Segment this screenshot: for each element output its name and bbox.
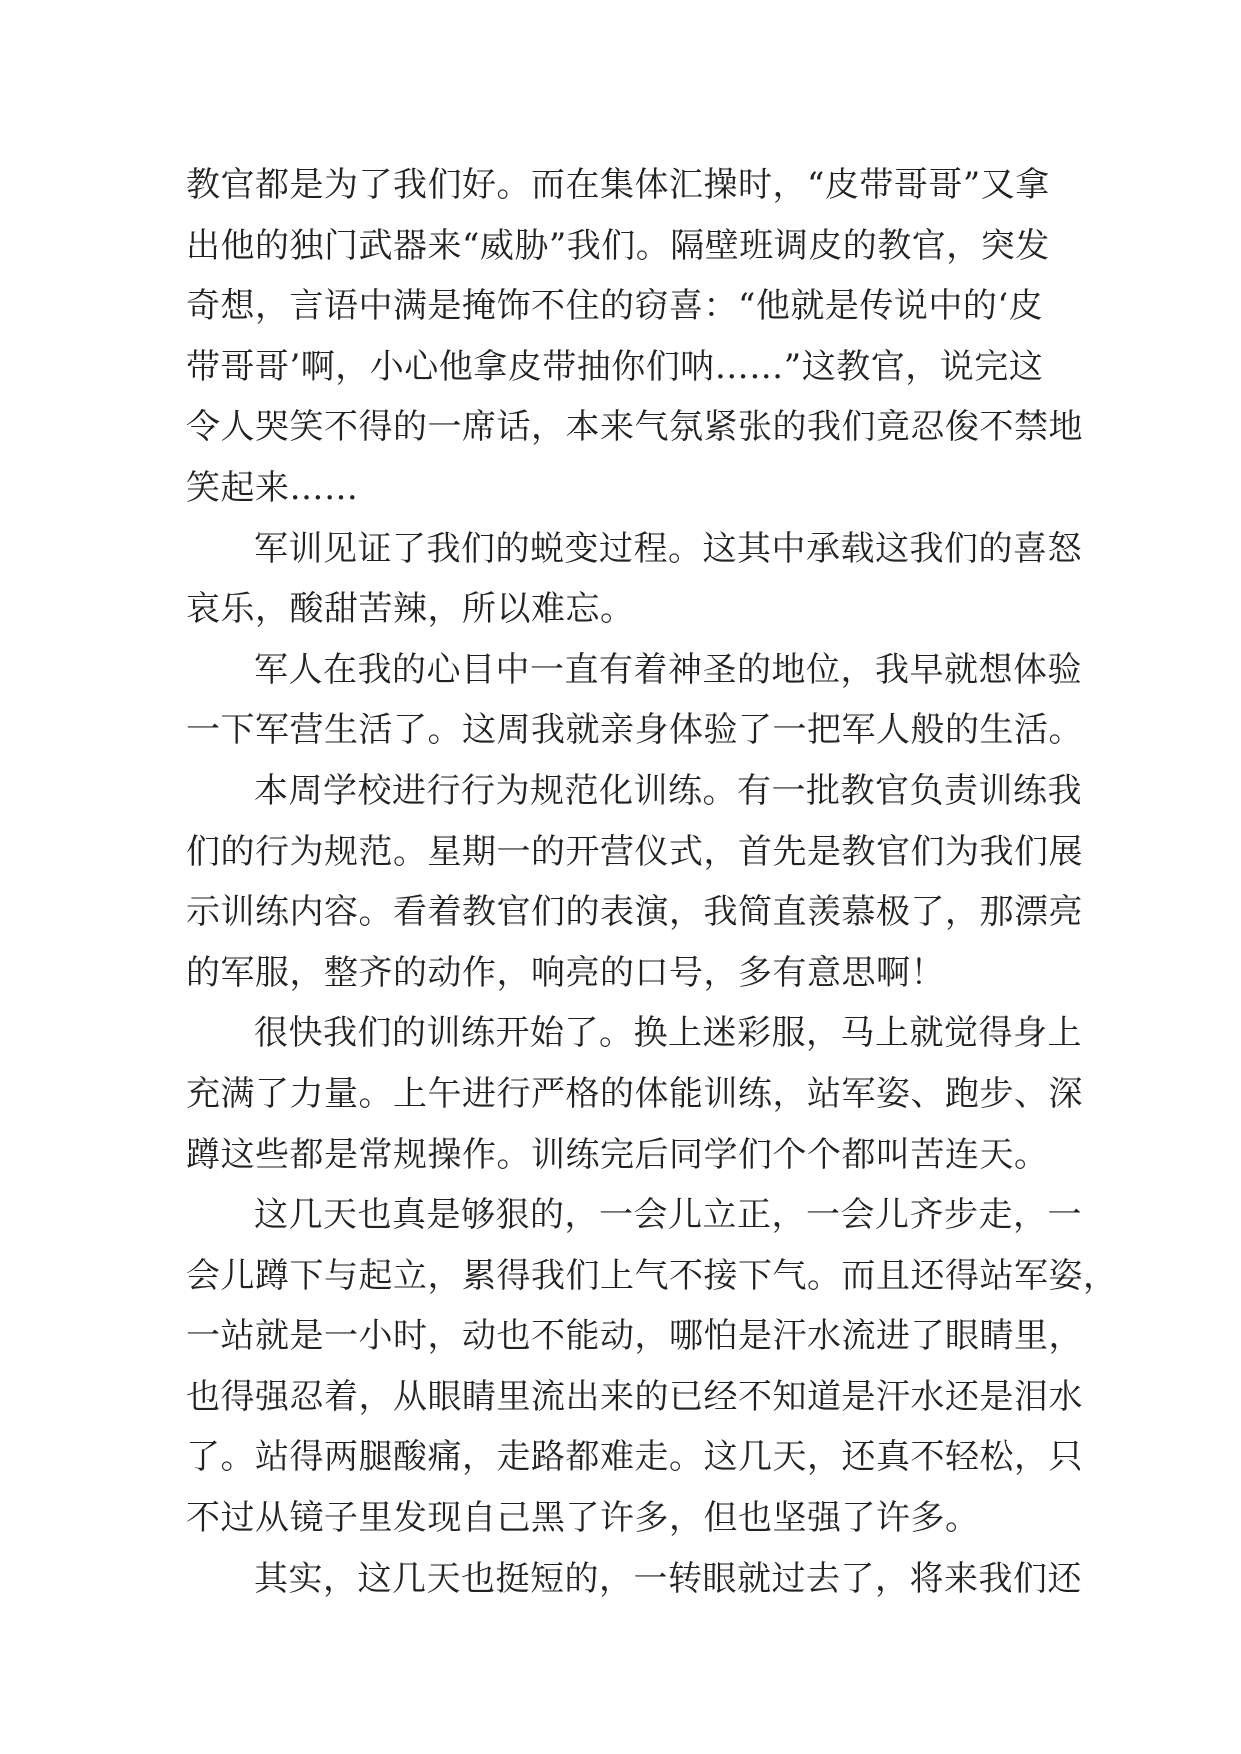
text-line: 哀乐，酸甜苦辣，所以难忘。 [186, 589, 635, 630]
text-line: 令人哭笑不得的一席话，本来气氛紧张的我们竟忍俊不禁地 [186, 407, 1083, 448]
paragraph-first-line: 这几天也真是够狠的，一会儿立正，一会儿齐步走，一 [254, 1195, 1082, 1236]
paragraph-first-line: 本周学校进行行为规范化训练。有一批教官负责训练我 [254, 770, 1082, 811]
text-line: 示训练内容。看着教官们的表演，我简直羡慕极了，那漂亮 [186, 892, 1083, 933]
text-line: 奇想，言语中满是掩饰不住的窃喜：“他就是传说中的‘皮 [186, 286, 1044, 327]
text-line: 会儿蹲下与起立，累得我们上气不接下气。而且还得站军姿， [186, 1255, 1118, 1296]
text-line: 们的行为规范。星期一的开营仪式，首先是教官们为我们展 [186, 831, 1083, 872]
text-line: 一下军营生活了。这周我就亲身体验了一把军人般的生活。 [186, 710, 1083, 751]
text-line: 蹲这些都是常规操作。训练完后同学们个个都叫苦连天。 [186, 1134, 1049, 1175]
paragraph-first-line: 军训见证了我们的蜕变过程。这其中承载这我们的喜怒 [254, 528, 1082, 569]
text-line: 一站就是一小时，动也不能动，哪怕是汗水流进了眼睛里， [186, 1316, 1083, 1357]
text-line: 出他的独门武器来“威胁”我们。隔壁班调皮的教官，突发 [186, 225, 1050, 266]
body-text [186, 155, 1118, 1609]
paragraph-first-line: 很快我们的训练开始了。换上迷彩服，马上就觉得身上 [254, 1013, 1082, 1054]
text-line: 带哥哥’啊，小心他拿皮带抽你们呐……”这教官，说完这 [186, 346, 1044, 387]
text-line: 的军服，整齐的动作，响亮的口号，多有意思啊！ [186, 952, 945, 993]
text-line: 了。站得两腿酸痛，走路都难走。这几天，还真不轻松，只 [186, 1437, 1083, 1478]
text-line: 也得强忍着，从眼睛里流出来的已经不知道是汗水还是泪水 [186, 1376, 1083, 1417]
text-line: 不过从镜子里发现自己黑了许多，但也坚强了许多。 [186, 1498, 980, 1539]
paragraph-first-line: 军人在我的心目中一直有着神圣的地位，我早就想体验 [254, 649, 1082, 690]
paragraph-first-line: 其实，这几天也挺短的，一转眼就过去了，将来我们还 [254, 1558, 1082, 1599]
text-line: 笑起来…… [186, 467, 359, 508]
text-line: 充满了力量。上午进行严格的体能训练，站军姿、跑步、深 [186, 1073, 1083, 1114]
text-line: 教官都是为了我们好。而在集体汇操时，“皮带哥哥”又拿 [186, 165, 1050, 205]
